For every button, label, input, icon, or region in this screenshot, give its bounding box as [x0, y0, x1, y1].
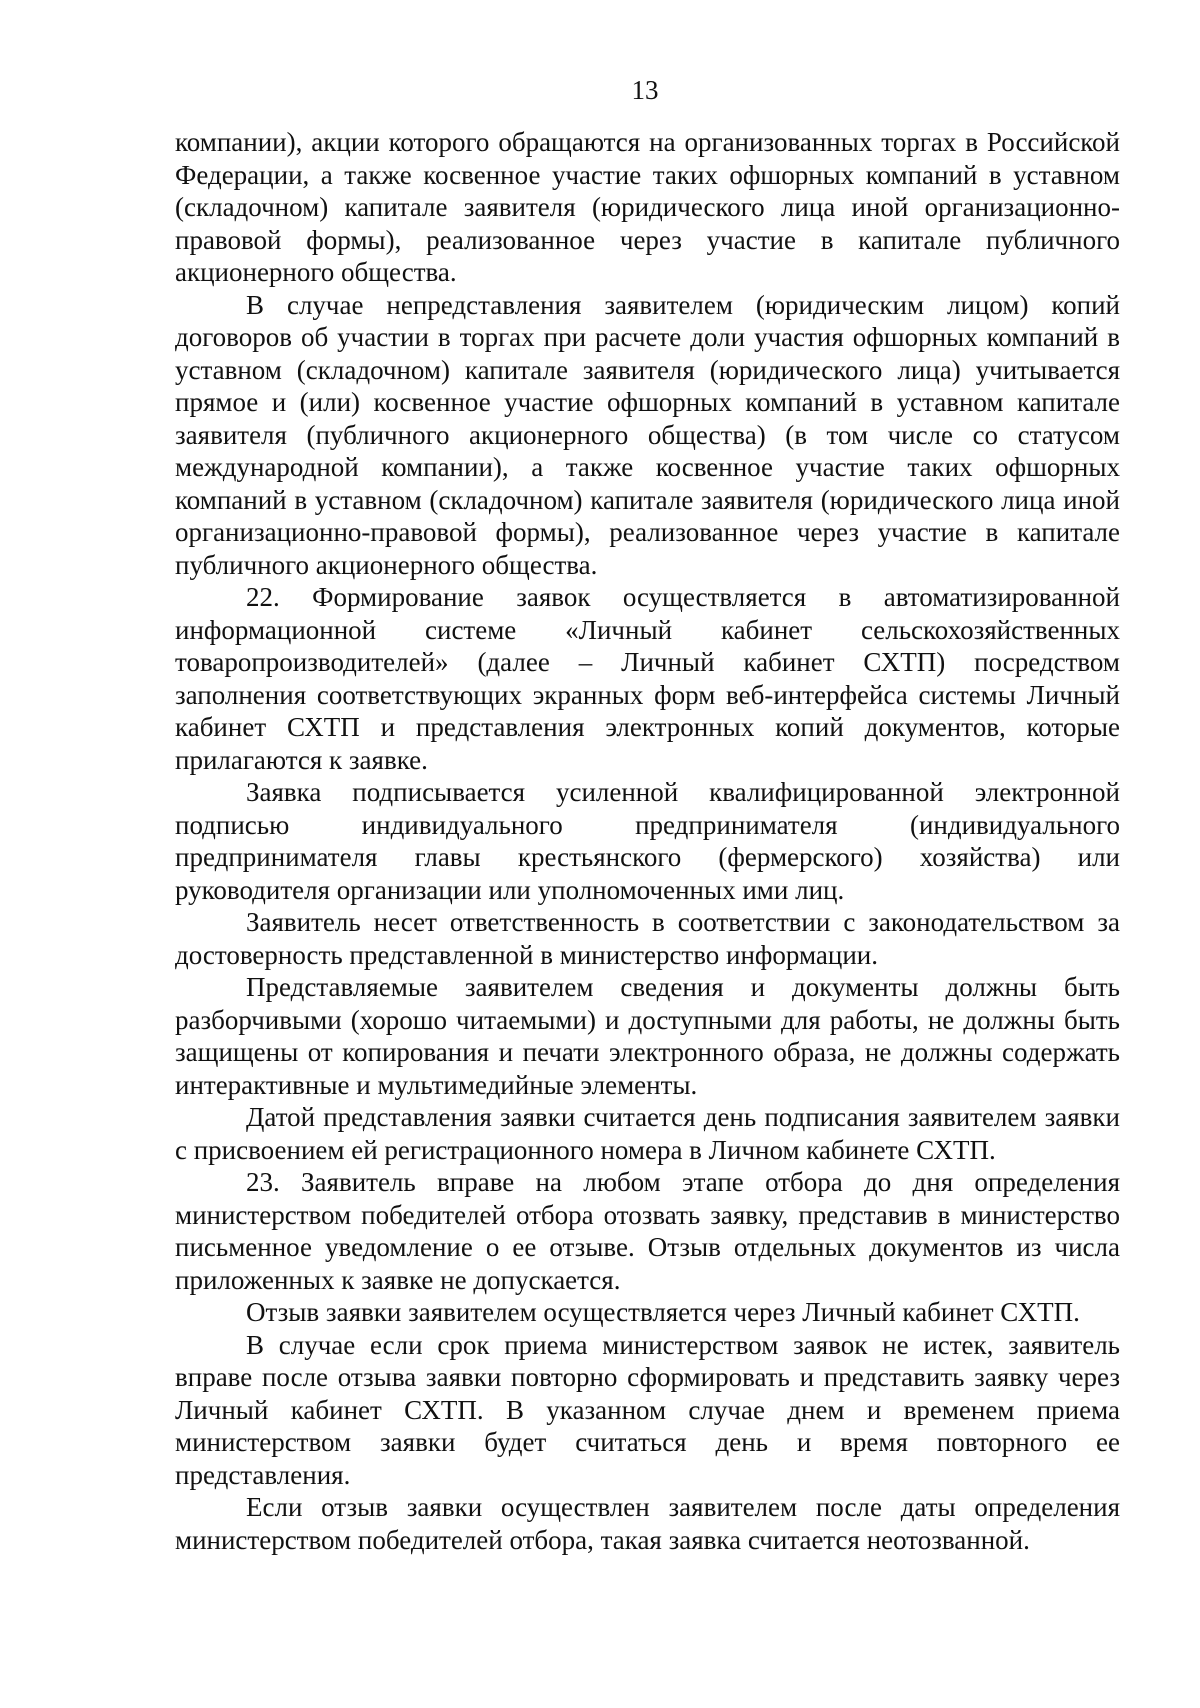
paragraph-late-withdrawal: Если отзыв заявки осуществлен заявителем после даты определения министерством победителей отбора, такая заявка считается неотозванной.	[175, 1492, 1120, 1555]
paragraph-resubmission: В случае если срок приема министерством заявок не истек, заявитель вправе после отзыва заявки повторно сформировать и представить заявку через Личный кабинет СХТП. В указанном случае днем и временем приема министерством заявки будет считаться день и время повторного ее представления.	[175, 1329, 1120, 1490]
paragraph-continuation: компании), акции которого обращаются на организованных торгах в Российской Федерации, а также косвенное участие таких офшорных компаний в уставном (складочном) капитале заявителя (юридического лица иной организационно-правовой формы), реализованное через участие в капитале публичного акционерного общества.	[175, 127, 1120, 287]
paragraph-nonsubmission-copies: В случае непредставления заявителем (юридическим лицом) копий договоров об участии в торгах при расчете доли участия офшорных компаний в уставном (складочном) капитале заявителя (юридического лица) учитывается прямое и (или) косвенное участие офшорных компаний в уставном капитале заявителя (публичного акционерного общества) (в том числе со статусом международной компании), а также косвенное участие таких офшорных компаний в уставном (складочном) капитале заявителя (юридического лица иной организационно-правовой формы), реализованное через участие в капитале публичного акционерного общества.	[175, 289, 1120, 580]
paragraph-signature: Заявка подписывается усиленной квалифицированной электронной подписью индивидуального предпринимателя (индивидуального предпринимателя главы крестьянского (фермерского) хозяйства) или руководителя организации или уполномоченных ими лиц.	[175, 777, 1120, 905]
paragraph-document-requirements: Представляемые заявителем сведения и документы должны быть разборчивыми (хорошо читаемыми) и доступными для работы, не должны быть защищены от копирования и печати электронного образа, не должны содержать интерактивные и мультимедийные элементы.	[175, 972, 1120, 1100]
paragraph-clause-23: 23. Заявитель вправе на любом этапе отбора до дня определения министерством победителей отбора отозвать заявку, представив в министерство письменное уведомление о ее отзыве. Отзыв отдельных документов из числа приложенных к заявке не допускается.	[175, 1167, 1120, 1295]
paragraph-responsibility: Заявитель несет ответственность в соответствии с законодательством за достоверность представленной в министерство информации.	[175, 907, 1120, 970]
page-number: 13	[631, 75, 659, 105]
paragraph-withdrawal-method: Отзыв заявки заявителем осуществляется через Личный кабинет СХТП.	[246, 1297, 1080, 1327]
paragraph-submission-date: Датой представления заявки считается день подписания заявителем заявки с присвоением ей регистрационного номера в Личном кабинете СХТП.	[175, 1102, 1120, 1165]
document-body	[175, 126, 1120, 1556]
paragraph-clause-22: 22. Формирование заявок осуществляется в автоматизированной информационной системе «Личный кабинет сельскохозяйственных товаропроизводителей» (далее – Личный кабинет СХТП) посредством заполнения соответствующих экранных форм веб-интерфейса системы Личный кабинет СХТП и представления электронных копий документов, которые прилагаются к заявке.	[175, 582, 1120, 775]
